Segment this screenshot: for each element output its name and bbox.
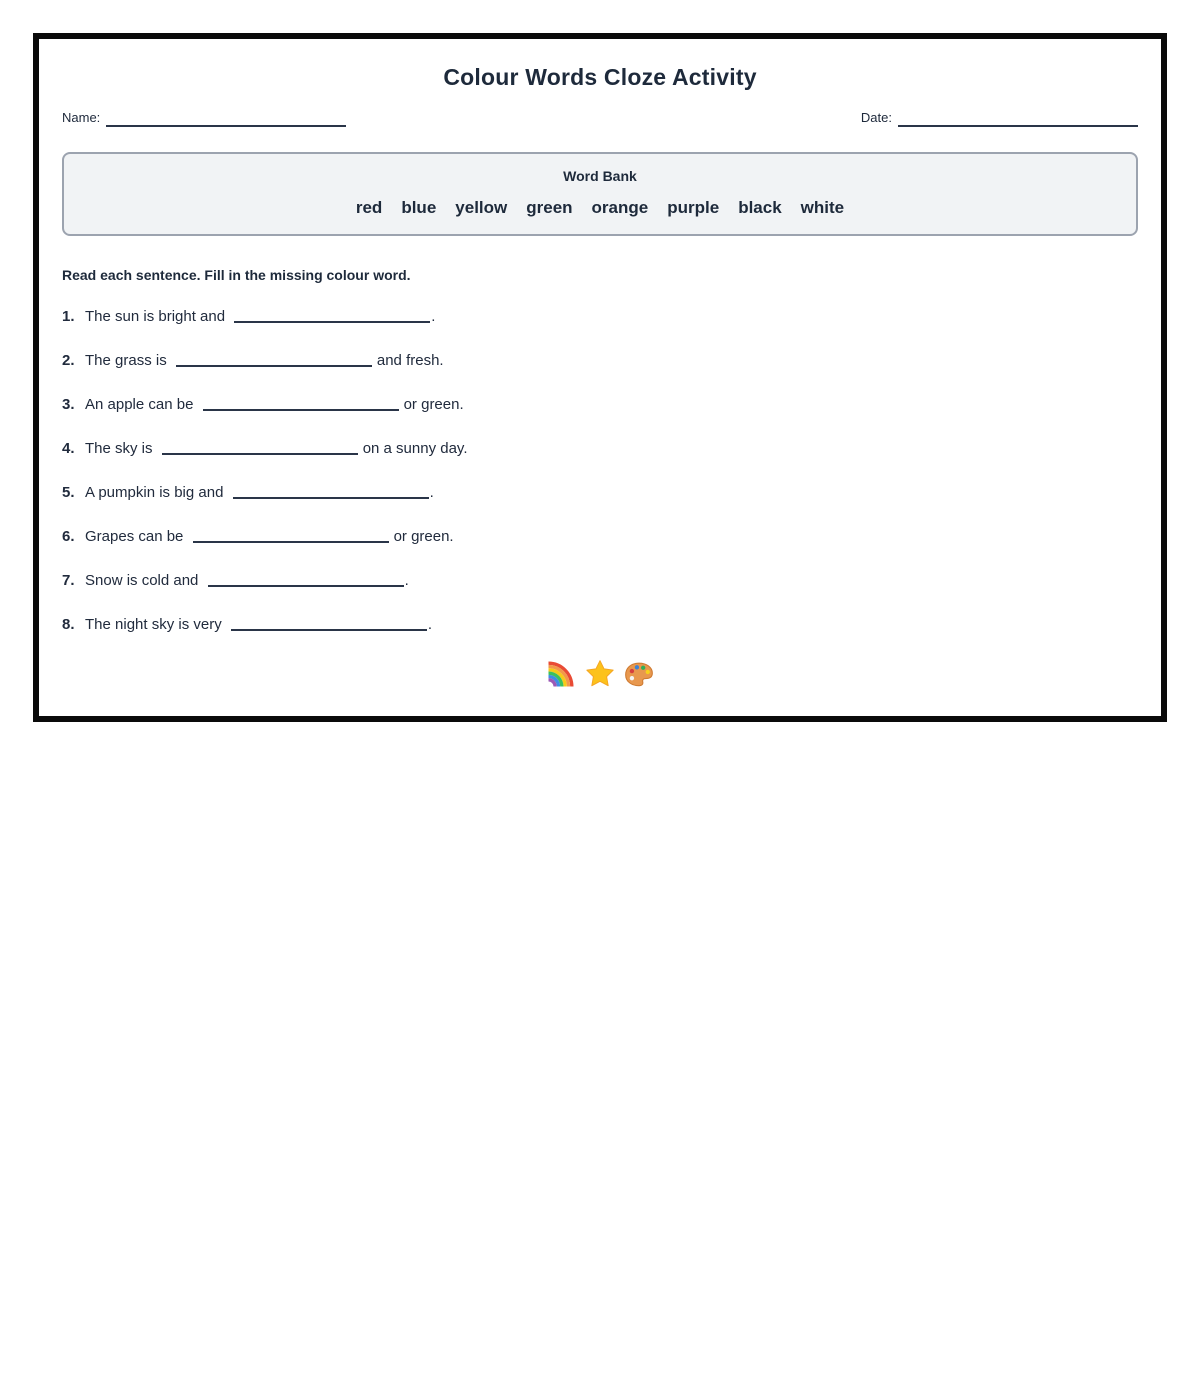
star-icon: [585, 659, 615, 689]
sentence-text-before: The sun is bright and: [85, 308, 230, 325]
name-label: Name:: [62, 110, 101, 125]
sentence-list: [62, 307, 1138, 634]
sentence-text-after: or green.: [403, 396, 464, 413]
sentence-row-4: [62, 439, 1138, 458]
page-title: Colour Words Cloze Activity: [443, 64, 757, 90]
word-bank-word-orange: orange: [591, 198, 649, 217]
rainbow-icon: [546, 659, 576, 689]
date-label: Date:: [860, 110, 892, 125]
sentence-number: 8.: [62, 616, 75, 633]
word-bank-word-black: black: [738, 198, 782, 217]
word-bank-word-yellow: yellow: [455, 198, 508, 217]
sentence-text-after: and fresh.: [376, 352, 444, 369]
word-bank-word-red: red: [355, 198, 383, 217]
answer-blank: [233, 495, 429, 499]
word-bank-word-purple: purple: [667, 198, 720, 217]
sentence-number: 7.: [62, 572, 75, 589]
sentence-text-before: Snow is cold and: [85, 572, 203, 589]
worksheet-page: [33, 33, 1167, 722]
sentence-text-after: or green.: [393, 528, 454, 545]
name-field-group: [62, 110, 346, 127]
sentence-number: 1.: [62, 308, 75, 325]
palette-icon: [624, 659, 654, 689]
sentence-number: 6.: [62, 528, 75, 545]
sentence-text-after: .: [404, 572, 409, 589]
sentence-row-3: [62, 395, 1138, 414]
sentence-text-after: .: [427, 616, 433, 633]
date-field-group: [861, 110, 1138, 127]
word-bank-word-white: white: [800, 198, 845, 217]
sentence-text-before: The night sky is very: [85, 616, 226, 633]
date-write-line: [898, 115, 1138, 127]
instructions-text: Read each sentence. Fill in the missing colour word.: [62, 267, 411, 283]
sentence-number: 2.: [62, 352, 75, 369]
sentence-text-before: The grass is: [85, 352, 171, 369]
sentence-text-after: .: [429, 484, 434, 501]
word-bank-word-green: green: [526, 198, 573, 217]
answer-blank: [234, 319, 430, 323]
name-date-row: [62, 110, 1138, 127]
answer-blank: [203, 407, 399, 411]
sentence-number: 5.: [62, 484, 75, 501]
sentence-row-2: [62, 351, 1138, 370]
answer-blank: [162, 451, 358, 455]
word-bank-box: [62, 152, 1138, 236]
sentence-row-8: [62, 615, 1138, 634]
sentence-row-1: [62, 307, 1138, 326]
sentence-number: 3.: [62, 396, 75, 413]
sentence-text-before: Grapes can be: [85, 528, 188, 545]
word-bank-title: Word Bank: [563, 168, 637, 184]
answer-blank: [176, 363, 372, 367]
answer-blank: [193, 539, 389, 543]
footer-decoration: [62, 659, 1138, 689]
word-bank-word-blue: blue: [401, 198, 437, 217]
sentence-number: 4.: [62, 440, 75, 457]
sentence-text-after: on a sunny day.: [362, 440, 468, 457]
answer-blank: [208, 583, 404, 587]
sentence-row-5: [62, 483, 1138, 502]
answer-blank: [231, 627, 427, 631]
word-bank-words: [74, 198, 1126, 218]
sentence-text-before: The sky is: [85, 440, 157, 457]
name-write-line: [106, 115, 346, 127]
sentence-text-before: A pumpkin is big and: [85, 484, 228, 501]
sentence-text-before: An apple can be: [85, 396, 198, 413]
sentence-row-6: [62, 527, 1138, 546]
sentence-text-after: .: [431, 308, 436, 325]
sentence-row-7: [62, 571, 1138, 590]
